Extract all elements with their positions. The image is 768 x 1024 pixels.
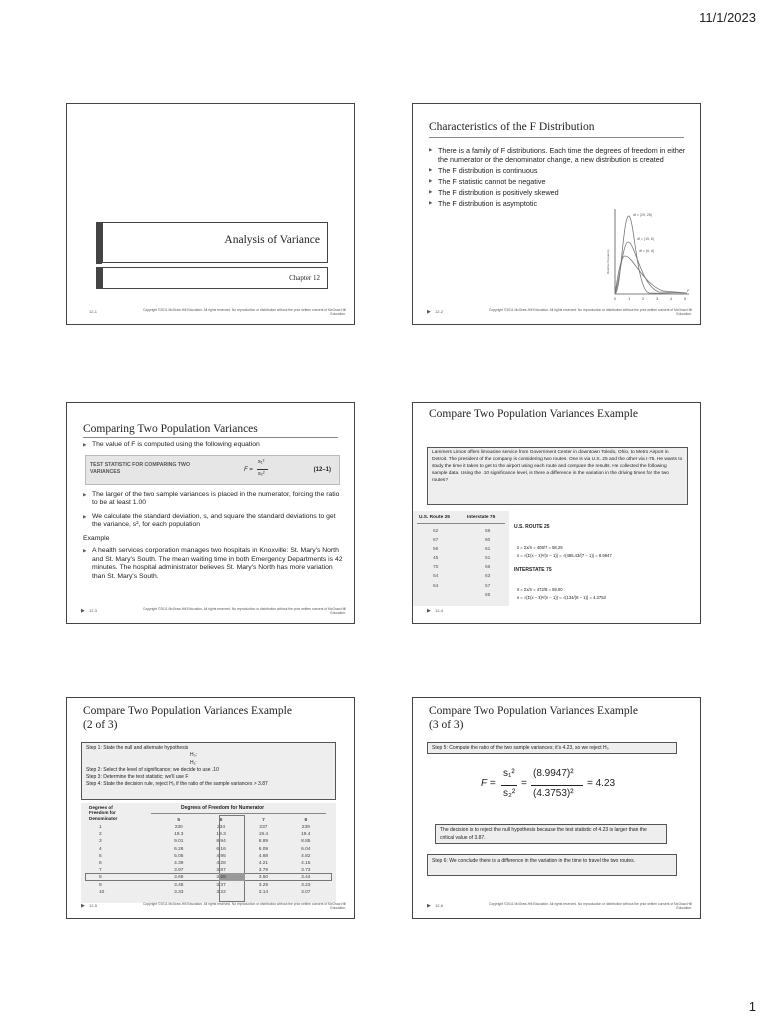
table-cell: 3.14: [258, 889, 269, 895]
y-axis-label: Relative frequency: [606, 249, 610, 274]
table-row: [89, 889, 327, 896]
f-critical-table: [89, 817, 327, 896]
table-cell: 19.4: [301, 832, 311, 838]
f-ratio-formula: F = s₁² s₂² = (8.9947)² (4.3753)² = 4.23: [481, 768, 616, 799]
table-cell: 4.88: [258, 853, 269, 859]
column-header: 6: [219, 818, 223, 823]
title-rule: [429, 137, 684, 138]
formula-label: TEST STATISTIC FOR COMPARING TWO VARIANCES: [90, 462, 190, 476]
slide-title: Compare Two Population Variances Example (3 of 3): [429, 705, 638, 732]
bullet-item: ▶ The larger of the two sample variances is placed in the numerator, forcing the ratio to be at least 1.00: [83, 491, 345, 508]
i75-column: [485, 527, 490, 600]
table-cell: 6.09: [258, 846, 269, 852]
slide-number: 12-1: [89, 309, 98, 314]
table-cell: 3.33: [174, 889, 184, 895]
table-row: [89, 853, 327, 860]
step6-box: Step 6: We conclude there is a difference in the variation in the time to travel the two routes.: [427, 854, 677, 876]
table-cell: 3.23: [301, 882, 311, 888]
slide-footer: ▶ 12-3 Copyright ©2011 McGraw-Hill Education. All rights reserved. No reproduction or distribution without the prior written consent of McGraw-Hill Education.: [81, 607, 346, 616]
table-row: [89, 882, 327, 889]
table-cell: 5.05: [174, 853, 184, 859]
slide-5: [66, 697, 355, 919]
data-cell: 54: [433, 574, 439, 580]
x-tick-label: 2: [642, 296, 645, 301]
slide-title: Compare Two Population Variances Example (2 of 3): [83, 705, 292, 732]
bullet-item: ▶ There is a family of F distributions. Each time the degrees of freedom in either the numerator or the denominator change, a new distribution is created: [429, 146, 689, 164]
x-tick-label: 5: [684, 296, 687, 301]
row-header: 7: [99, 868, 102, 874]
table-cell: 3.07: [301, 889, 311, 895]
step5-box: Step 5: Compute the ratio of the two sample variances; it's 4.23, so we reject H₀: [427, 742, 677, 754]
table-row: [89, 867, 327, 874]
row-header: 2: [99, 832, 102, 838]
formula-denominator: s₂²: [258, 471, 265, 477]
data-cell: 51: [485, 556, 491, 562]
bullet-list: [429, 146, 689, 210]
slide-1: [66, 103, 355, 325]
slide-footer: ▶ 12-6 Copyright ©2011 McGraw-Hill Education. All rights reserved. No reproduction or distribution without the prior written consent of McGraw-Hill Education.: [427, 902, 692, 911]
table-cell: 230: [174, 825, 183, 831]
bullet-item: ▶ The value of F is computed using the following equation: [83, 441, 343, 449]
table-cell: 6.16: [216, 846, 226, 852]
table-cell: 4.95: [216, 853, 226, 859]
bullet-item: ▶ The F statistic cannot be negative: [429, 177, 689, 186]
table-cell: 8.94: [216, 839, 226, 845]
table-cell: 8.85: [301, 839, 311, 845]
bullet-item: ▶ We calculate the standard deviation, s, and square the standard deviations to get the variance, s², for each population: [83, 513, 345, 530]
table-cell: 3.69: [174, 875, 184, 881]
formula-numerator: s₁²: [258, 459, 265, 465]
table-cell: 19.3: [174, 832, 184, 838]
x-tick-label: 0: [614, 296, 617, 301]
x-tick-label: 3: [656, 296, 659, 301]
step-line: H₁:: [190, 759, 197, 766]
slide-title: Analysis of Variance: [224, 234, 320, 246]
x-axis-label: F: [687, 288, 690, 293]
table-cell: 3.73: [301, 868, 311, 874]
i75-sd: s = √(Σ(x − x̄)²/(n − 1)) = √(134/(8 − 1)) = 4.3753: [517, 595, 606, 600]
f-num1: s₁²: [503, 768, 515, 779]
column-header: 8: [304, 818, 308, 823]
table-row: [89, 838, 327, 845]
row-header: 8: [99, 875, 102, 881]
slide-title: Comparing Two Population Variances: [83, 423, 258, 435]
data-cell: 65: [485, 592, 491, 598]
data-cell: 56: [433, 547, 439, 553]
title-rule: [83, 437, 338, 438]
print-date: 11/1/2023: [699, 10, 756, 25]
data-cell: 52: [433, 529, 439, 534]
slide-title: Compare Two Population Variances Example: [429, 408, 638, 420]
row-header: 6: [99, 861, 102, 867]
slide-number: 12-5: [89, 903, 98, 908]
row-header: 9: [99, 882, 102, 888]
slide-2: [412, 103, 701, 325]
table-cell: 6.26: [174, 846, 184, 852]
step-line: Step 3: Determine the test statistic; we'll use F: [86, 774, 189, 780]
step-line: H₀:: [190, 752, 198, 759]
copyright: Copyright ©2011 McGraw-Hill Education. All rights reserved. No reproduction or distribution without the prior written consent of McGraw-Hill Education.: [488, 308, 692, 317]
column-header: 7: [262, 818, 265, 823]
formula-fraction-bar: [257, 469, 268, 470]
table-cell: 19.3: [216, 832, 226, 838]
copyright: Copyright ©2011 McGraw-Hill Education. All rights reserved. No reproduction or distribution without the prior written consent of McGraw-Hill Education.: [142, 607, 346, 616]
table-header-row: [89, 817, 327, 824]
formula-ref: (12–1): [313, 467, 331, 473]
row-header: 3: [99, 839, 102, 845]
data-cell: 63: [485, 574, 491, 580]
slide-subtitle: Chapter 12: [289, 274, 320, 282]
table-row: [89, 831, 327, 838]
col-header-i75: Interstate 75: [467, 515, 496, 520]
slide-4: [412, 402, 701, 624]
formula-f: F =: [244, 467, 253, 473]
data-table-panel: [413, 511, 509, 606]
table-cell: 4.39: [174, 861, 184, 867]
step-line: Step 4: State the decision rule, reject H₀ if the ratio of the sample variances > 3.87: [86, 781, 268, 788]
f-distribution-chart: [603, 204, 693, 304]
table-cell: 239: [301, 825, 310, 831]
f-num2: (8.9947)²: [533, 768, 574, 779]
decision-box: The decision is to reject the null hypothesis because the test statistic of 4.23 is larger than the critical value of 3.87.: [435, 824, 667, 844]
us25-mean: x̄ = Σx/n = 408/7 = 58.29: [517, 545, 563, 550]
col-header-us25: U.S. Route 25: [419, 515, 450, 520]
step-line: Step 1: State the null and alternate hypothesis: [86, 745, 189, 751]
data-cell: 67: [433, 538, 439, 544]
table-cell: 3.87: [216, 868, 226, 874]
table-cell: 234: [217, 825, 226, 831]
data-cell: 59: [485, 529, 491, 534]
curve-label: df = (6, 6): [639, 249, 655, 253]
us25-column: [433, 527, 438, 591]
copyright: Copyright ©2011 McGraw-Hill Education. All rights reserved. No reproduction or distribution without the prior written consent of McGraw-Hill Education.: [488, 902, 692, 911]
slide-number: 12-2: [435, 309, 444, 314]
curve-6-6: [615, 256, 687, 294]
slide-number: 12-3: [89, 608, 98, 613]
data-cell: 61: [485, 547, 491, 553]
curve-label: df = (29, 28): [633, 213, 652, 217]
slide-6: [412, 697, 701, 919]
formula-box: [85, 455, 340, 485]
table-cell: 8.89: [258, 839, 269, 845]
us25-sd: s = √(Σ(x − x̄)²/(n − 1)) = √(485.43/(7 − 1)) = 8.9947: [517, 553, 612, 558]
slide-3: [66, 402, 355, 624]
table-cell: 4.82: [301, 853, 311, 859]
table-cell: 19.4: [258, 832, 269, 838]
us25-label: U.S. ROUTE 25: [514, 524, 550, 530]
table-corner-header: Degrees of Freedom for Denominator: [89, 805, 118, 821]
table-cell: 4.21: [258, 861, 269, 867]
table-span-header: Degrees of Freedom for Numerator: [181, 805, 265, 811]
i75-label: INTERSTATE 75: [514, 567, 552, 573]
problem-box: Lammers Limos offers limousine service from Government Center in downtown Toledo, Ohio, to Metro Airport in Detroit. The president of the company is considering two routes. One is via U.S. 25 and the other via I-75. He wants to study the time it takes to get to the airport using each route and compare the results. He collected the following sample data. Using the .10 significance level, is there a difference in the variation in the driving times for the two routes?: [427, 447, 688, 505]
page-number: 1: [748, 999, 756, 1014]
x-tick-label: 1: [628, 296, 631, 301]
table-cell: 4.28: [216, 861, 226, 867]
data-cell: 56: [485, 565, 491, 571]
table-cell: 3.29: [258, 882, 269, 888]
data-cell: 70: [433, 565, 439, 571]
data-cell: 60: [485, 538, 491, 544]
table-row: [89, 860, 327, 867]
row-header: 4: [99, 846, 102, 852]
row-header: 1: [99, 825, 102, 831]
table-row: [89, 846, 327, 853]
table-cell: 237: [259, 825, 268, 831]
table-cell: 3.50: [258, 875, 269, 881]
table-cell: 3.22: [216, 889, 226, 895]
i75-mean: x̄ = Σx/n = 472/8 = 59.00: [517, 587, 563, 592]
bullet-item: ▶ The F distribution is continuous: [429, 166, 689, 175]
row-header: 5: [99, 853, 102, 859]
table-cell: 3.97: [174, 868, 184, 874]
curve-label: df = (19, 6): [637, 237, 655, 241]
table-row: [89, 874, 327, 881]
steps-box: [81, 742, 336, 800]
slide-footer: ▶ 12-5 Copyright ©2011 McGraw-Hill Education. All rights reserved. No reproduction or distribution without the prior written consent of McGraw-Hill Education.: [81, 902, 346, 911]
table-row: [89, 824, 327, 831]
slide-number: 12-4: [435, 608, 444, 613]
bullet-item: ▶ The F distribution is asymptotic: [429, 199, 689, 208]
example-label: Example: [83, 534, 110, 542]
table-cell: 3.48: [174, 882, 184, 888]
slide-footer: ▶ 12-4: [427, 608, 444, 614]
table-cell: 6.04: [301, 846, 311, 852]
copyright: Copyright ©2011 McGraw-Hill Education. All rights reserved. No reproduction or distribution without the prior written consent of McGraw-Hill Education.: [142, 902, 346, 911]
row-header: 10: [99, 889, 105, 895]
f-result: = 4.23: [587, 778, 616, 789]
table-cell: 4.15: [301, 861, 311, 867]
f-den2: (4.3753)²: [533, 788, 574, 799]
x-tick-label: 4: [670, 296, 673, 301]
slide-footer: [81, 307, 346, 319]
data-cell: 64: [433, 583, 439, 589]
column-header: 5: [177, 818, 181, 823]
bullet-item: ▶ The F distribution is positively skewed: [429, 188, 689, 197]
f-table-panel: [81, 803, 336, 903]
step-line: Step 2: Select the level of significance; we decide to use .10: [86, 766, 219, 773]
table-cell: 3.37: [216, 882, 226, 888]
data-cell: 45: [433, 556, 439, 562]
table-cell: 9.01: [174, 839, 184, 845]
slide-footer: ▶ 12-2 Copyright ©2011 McGraw-Hill Education. All rights reserved. No reproduction or distribution without the prior written consent of McGraw-Hill Education.: [427, 308, 692, 317]
table-cell: 3.44: [301, 875, 311, 881]
table-cell: 3.79: [258, 868, 269, 874]
table-cell: 3.58: [216, 875, 226, 881]
f-den1: s₂²: [503, 788, 516, 799]
copyright: Copyright ©2011 McGraw-Hill Education. All rights reserved. No reproduction or distribution without the prior written consent of McGraw-Hill Education.: [142, 308, 346, 317]
f-lhs: F =: [481, 778, 496, 789]
bullet-item: ▶ A health services corporation manages two hospitals in Knoxville: St. Mary's North and St. Mary's South. The mean waiting time in both Emergency Departments is 42 minutes. The hospital administrator believes St. Mary's North has more variation than St. Mary's South.: [83, 547, 345, 581]
slide-number: 12-6: [435, 903, 444, 908]
slide-title: Characteristics of the F Distribution: [429, 121, 595, 133]
data-cell: 57: [485, 583, 491, 589]
